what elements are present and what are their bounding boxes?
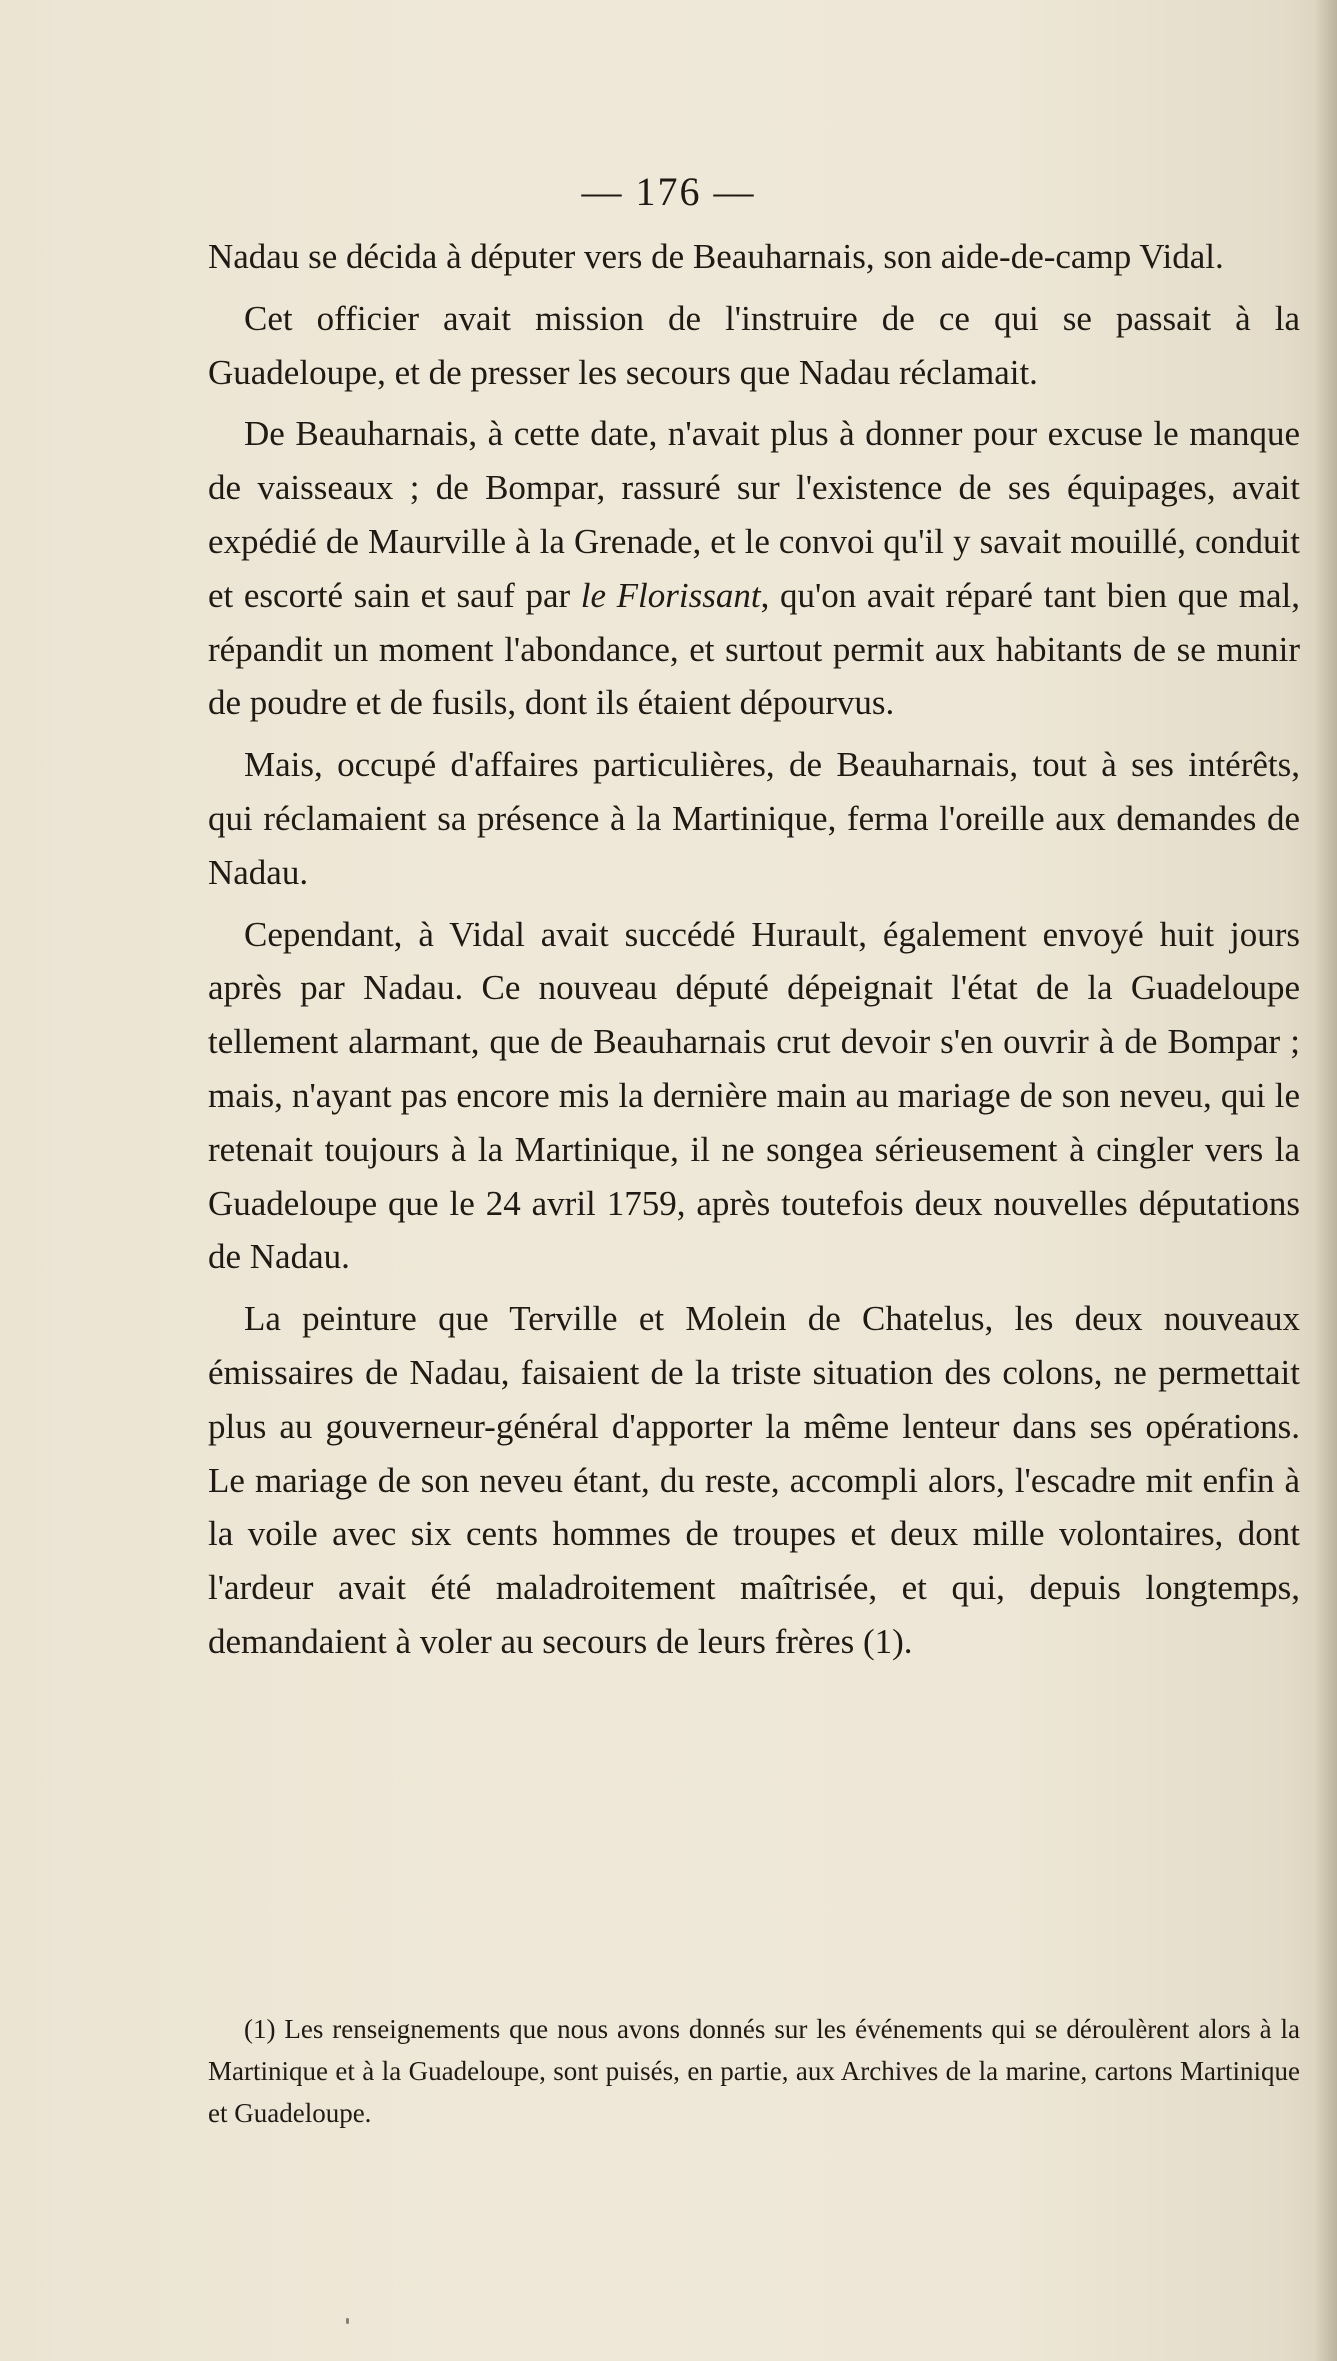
paragraph [208,738,1300,899]
text-run: La peinture que Terville et Molein de Chatelus, les deux nouveaux émissaires de Nadau, faisaient de la triste situation des colons, ne permettait plus au gouverneur-général d'apporter la même lenteur dans ses opérations. Le mariage de son neveu étant, du reste, accompli alors, l'escadre mit enfin à la voile avec six cents hommes de troupes et deux mille volontaires, dont l'ardeur avait été maladroitement maîtrisée, et qui, depuis longtemps, demandaient à voler au secours de leurs frères (1). [208,1299,1300,1661]
text-run: De Beauharnais, à cette date, n'avait plus à donner pour excuse le manque de vaisseaux ; de Bompar, rassuré sur l'existence de ses équipages, avait expédié de Maurville à la Grenade, et le convoi qu'il y savait mouillé, conduit et escorté sain et sauf par [208,414,1300,615]
text-run: Mais, occupé d'affaires particulières, de Beauharnais, tout à ses intérêts, qui réclamaient sa présence à la Martinique, ferma l'oreille aux demandes de Nadau. [208,745,1300,892]
paragraph [208,292,1300,400]
text-run: Nadau se décida à députer vers de Beauharnais, son aide-de-camp Vidal. [208,237,1224,276]
paragraph [208,407,1300,730]
footnote: (1) Les renseignements que nous avons donnés sur les événements qui se déroulèrent alors à la Martinique et à la Guadeloupe, sont puisés, en partie, aux Archives de la marine, cartons Martinique et Guadeloupe. [208,2014,1300,2128]
paragraph [208,908,1300,1285]
body-text [208,230,1300,1677]
page-number: — 176 — [581,169,756,214]
page-edge-shadow [1315,0,1337,2361]
text-run: Cependant, à Vidal avait succédé Hurault, également envoyé huit jours après par Nadau. Ce nouveau député dépeignait l'état de la Guadeloupe tellement alarmant, que de Beauharnais crut devoir s'en ouvrir à de Bompar ; mais, n'ayant pas encore mis la dernière main au mariage de son neveu, qui le retenait toujours à la Martinique, il ne songea sérieusement à cingler vers la Guadeloupe que le 24 avril 1759, après toutefois deux nouvelles députations de Nadau. [208,914,1300,1277]
paragraph [208,1292,1300,1669]
text-run: , qu'on avait réparé tant bien que mal, répandit un moment l'abondance, et surtout permit aux habitants de se munir de poudre et de fusils, dont ils étaient dépourvus. [208,575,1300,723]
ship-name-italic: le Florissant [580,575,761,615]
paragraph [208,230,1300,284]
text-run: Cet officier avait mission de l'instruire de ce qui se passait à la Guadeloupe, et de presser les secours que Nadau réclamait. [208,298,1300,392]
paper-speck [346,2318,349,2324]
